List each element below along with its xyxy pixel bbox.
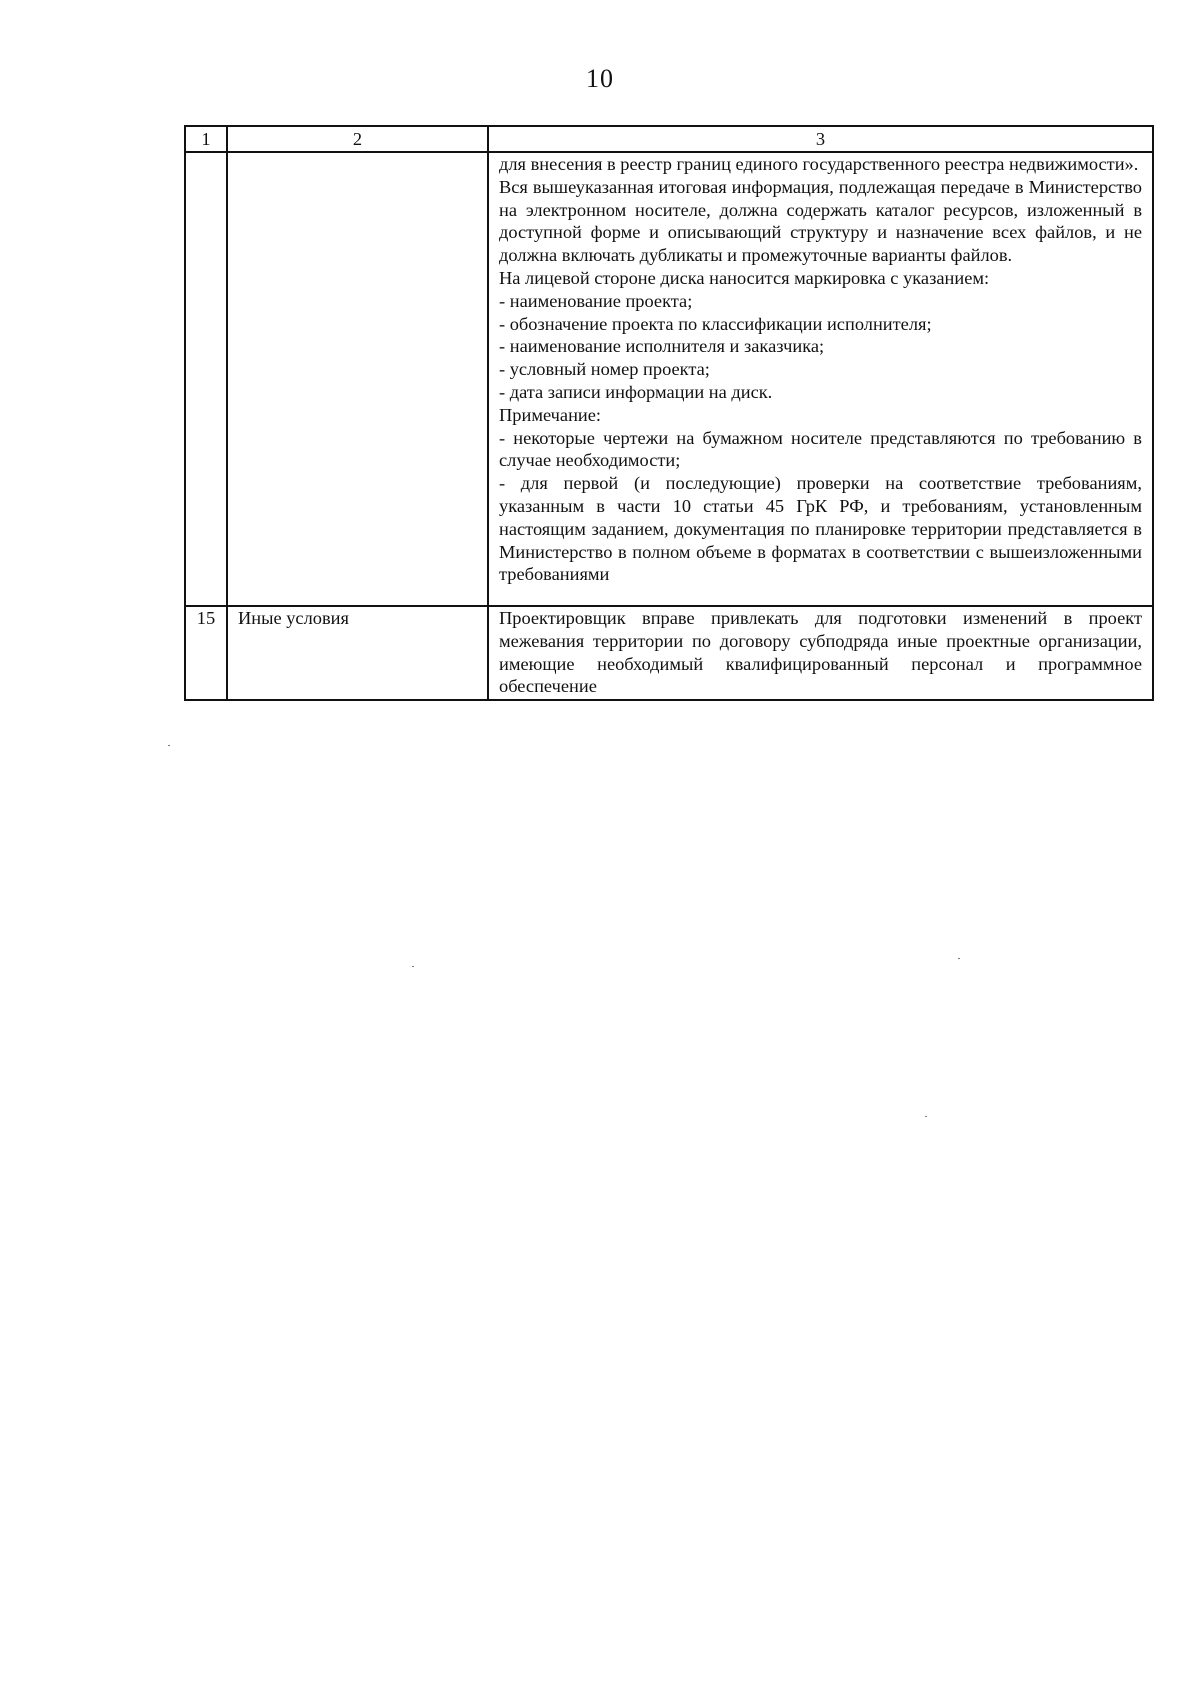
page-number: 10 [586,64,614,93]
row-name [227,152,488,606]
paragraph: Проектировщик вправе привлекать для подготовки изменений в проект межевания территории по договору субподряда иные проектные организации, имеющие необходимый квалифицированный персонал и программное обеспечение [499,608,1142,697]
list-item: - наименование проекта; [499,290,693,311]
paragraph: для внесения в реестр границ единого государственного реестра недвижимости». [499,154,1139,174]
row-number: 15 [185,606,227,700]
paragraph: Вся вышеуказанная итоговая информация, подлежащая передаче в Министерство на электронном носителе, должна содержать каталог ресурсов, изложенный в доступной форме и описывающий структуру и назначение всех файлов, и не должна включать дубликаты и промежуточные варианты файлов. [499,176,1142,266]
table-row [185,152,1153,606]
note-heading: Примечание: [499,404,602,425]
list-item: - некоторые чертежи на бумажном носителе представляются по требованию в случае необходимости; [499,427,1142,471]
scan-speck [168,745,170,746]
header-cell-2: 2 [227,126,488,152]
list-item: - для первой (и последующие) проверки на соответствие требованиям, указанным в части 10 статьи 45 ГрК РФ, и требованиям, установленным настоящим заданием, документация по планировке территории представляется в Министерство в полном объеме в форматах в соответствии с вышеизложенными требованиями [499,473,1142,585]
paragraph: На лицевой стороне диска наносится маркировка с указанием: [499,267,990,288]
row-content [488,152,1153,606]
list-item: - условный номер проекта; [499,359,710,380]
header-cell-3: 3 [488,126,1153,152]
scan-speck [925,1116,927,1117]
list-item: - обозначение проекта по классификации исполнителя; [499,313,932,334]
header-cell-1: 1 [185,126,227,152]
row-number [185,152,227,606]
list-item: - наименование исполнителя и заказчика; [499,336,825,357]
row-content [488,606,1153,700]
requirements-table [184,125,1154,701]
scan-speck [412,966,414,967]
row-name: Иные условия [227,606,488,700]
list-item: - дата записи информации на диск. [499,381,773,402]
table-row [185,606,1153,700]
scan-speck [958,958,960,959]
table-header-row [185,126,1153,152]
